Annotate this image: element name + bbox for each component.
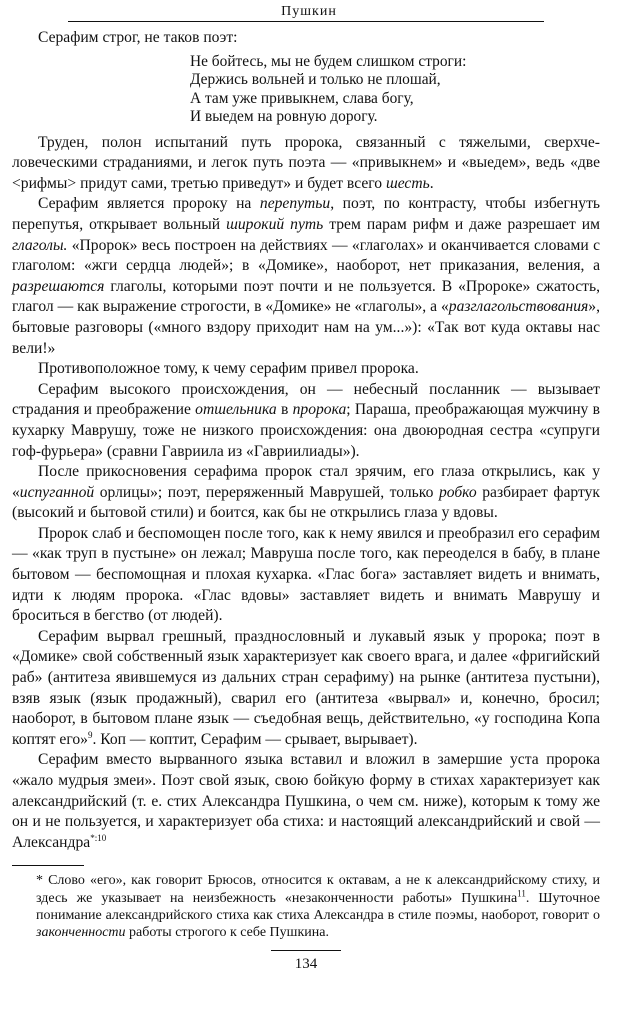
page-number-rule: [271, 950, 341, 951]
italic-run: широкий путь: [226, 215, 324, 233]
italic-run: перепутьи: [259, 195, 331, 213]
text-run: », бытовые разговоры («много вздору приходит нам на ум...»): «Так вот куда октавы нас вели!»: [12, 298, 600, 357]
text-run: Серафим вместо вырванного языка вставил и вложил в замершие уста пророка «жало мудрыя змеи». Поэт свой язык, свою бойкую форму в стихах характеризует как александрийский (т. е. стих Александра Пушкина, о чем см. ниже), которым к тому же он и не пользуется, и характеризует оба стиха: и настоящий александрийский и свой — Александра: [12, 751, 600, 851]
text-run: в: [276, 401, 293, 419]
text-run: Серафим вырвал грешный, празднословный и лукавый язык у пророка; поэт в «Домике» свой собственный язык характеризует как своего врага, и далее «фригийский раб» (антитеза явившемуся из дальних стран серафиму) на рынке (антитеза пустыни), взяв язык (язык продажный), сварил его (антитеза «вырвал» и, конечно, бросил; наоборот, в бытовом плане язык — съедобная вещь, действительно, «у господина Копа коптят его»: [12, 627, 600, 748]
text-run: Серафим высокого происхождения, он — небесный посланник — вызывает страдания и преображение: [12, 380, 600, 419]
text-run: работы строгого к себе Пушкина.: [125, 924, 329, 940]
text-run: трем парам рифм и даже разрешает им: [323, 215, 600, 233]
italic-run: законченности: [36, 924, 126, 940]
paragraph: [12, 133, 600, 195]
italic-run: разглагольствования: [448, 298, 589, 316]
italic-run: пророка: [292, 401, 347, 419]
text-run: .: [429, 174, 434, 192]
text-run: * Слово «его», как говорит Брюсов, относится к октавам, а не к александрийскому стиху, и здесь же указывает на неизбежность «незаконченности работы» Пушкина: [36, 873, 600, 906]
paragraph: [12, 462, 600, 524]
text-run: глаголы, которыми поэт почти и не пользуется. В «Пророке» сжатость, глагол — как выражение строгости, в «Домике» не «глаголы», а «: [12, 277, 600, 316]
italic-run: робко: [438, 483, 477, 501]
page-number: 134: [294, 956, 318, 973]
text-run: разбирает фартук (высокий и бытовой стили) и боится, как бы не открылись глаза у вдовы.: [12, 483, 601, 522]
italic-run: разрешаются: [12, 277, 105, 295]
paragraph: [12, 194, 600, 359]
running-title: Пушкин: [281, 4, 337, 19]
text-run: Серафим является пророку на: [38, 195, 260, 213]
poem-quote: [190, 53, 600, 127]
text-run: Труден, полон испытаний путь пророка, связанный с тяжелыми, сверхчеловеческими страданиями, и легок путь поэта — «привыкнем» и «выедем», ведь «две <рифмы> придут сами, третью приведут» и будет всего: [12, 133, 600, 192]
poem-line: Не бойтесь, мы не будем слишком строги:: [190, 52, 467, 70]
poem-line: И выедем на ровную дорогу.: [190, 108, 378, 126]
italic-run: глаголы.: [12, 236, 68, 254]
text-run: . Шуточное понимание александрийского стиха как стиха Александра в стиле поэмы, наоборот, говорит о: [36, 890, 600, 923]
poem-line: Держись вольней и только не плошай,: [190, 71, 441, 89]
paragraph: [12, 750, 600, 853]
header-rule: [68, 21, 544, 22]
text-run: орлицы»; поэт, переряженный Маврушей, только: [94, 483, 439, 501]
italic-run: испуганной: [19, 483, 95, 501]
footnote: [12, 872, 600, 941]
italic-run: шесть: [385, 174, 430, 192]
paragraph: [12, 380, 600, 462]
text-run: «Пророк» весь построен на действиях — «глаголах» и оканчивается словами с глаголом: «жги сердца людей»; в «Домике», наоборот, нет приказания, веления, а: [12, 236, 600, 275]
italic-run: отшельника: [195, 401, 277, 419]
paragraph: [12, 627, 600, 751]
footnote-ref: 11: [517, 887, 526, 898]
text-run: . Коп — коптит, Серафим — срывает, вырывает).: [92, 730, 418, 748]
footnote-ref: *:10: [90, 832, 107, 843]
footnote-ref: 9: [87, 729, 93, 740]
footnote-rule: [12, 865, 84, 866]
poem-line: А там уже привыкнем, слава богу,: [190, 89, 414, 107]
text-run: , поэт, по контрасту, чтобы избегнуть перепутья, открывает вольный: [12, 195, 600, 233]
paragraph: Пророк слаб и беспомощен после того, как к нему явился и преобразил его серафим — «как труп в пустыне» он лежал; Мавруша после того, как переоделся в бабу, в плане бытовом — беспомощная и плохая кухарка. «Глас бога» заставляет видеть и внимать, идти к людям пророка. «Глас вдовы» заставляет видеть и внимать Маврушу и броситься в бегство (от людей).: [12, 524, 600, 625]
paragraph: Противоположное тому, к чему серафим привел пророка.: [38, 360, 419, 378]
text-run: ; Параша, преображающая мужчину в кухарку Маврушу, тоже не низкого происхождения: она двоюродная сестра «супруги гоф-фурьера» (сравни Гавриила из «Гавриилиады»).: [12, 401, 600, 460]
lead-line: Серафим строг, не таков поэт:: [38, 29, 238, 46]
text-run: После прикосновения серафима пророк стал зрячим, его глаза открылись, как у «: [12, 463, 600, 501]
